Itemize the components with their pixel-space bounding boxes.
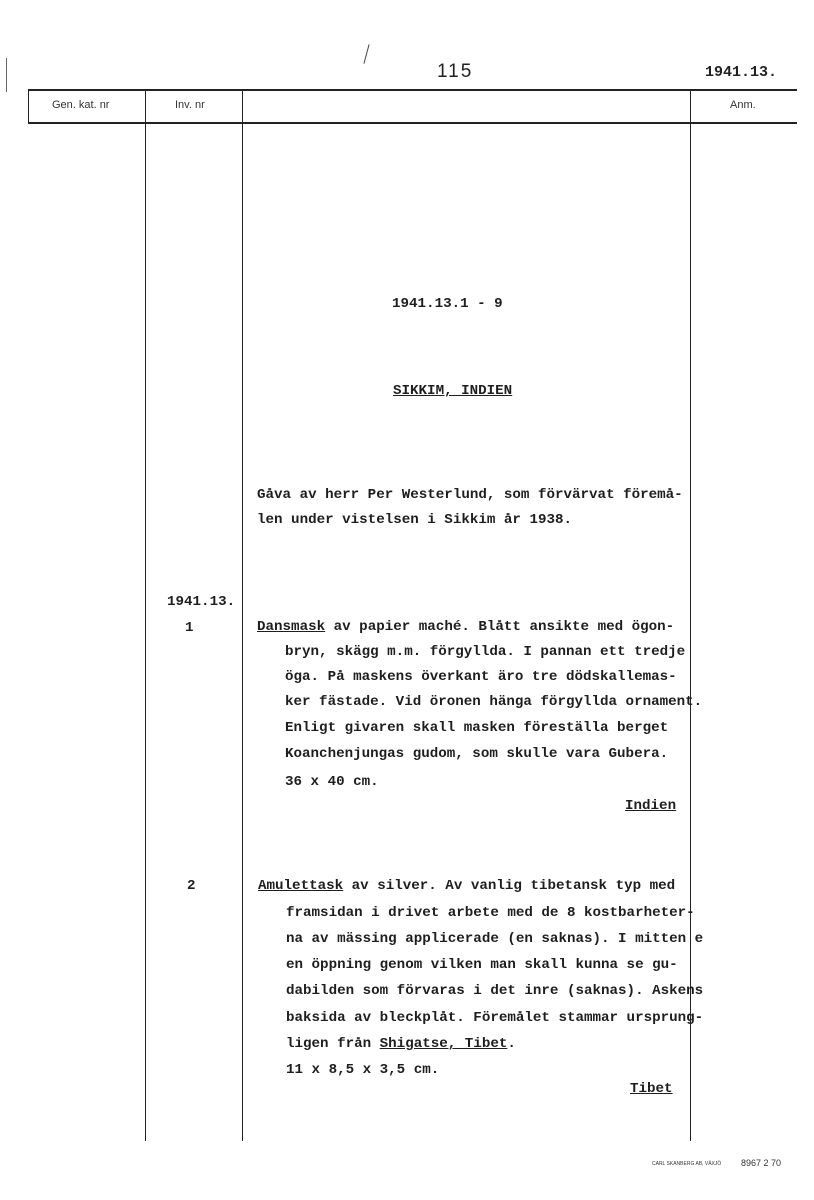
column-header-anm: Anm.: [730, 99, 756, 111]
column-rule-inv: [242, 89, 243, 1141]
item-1-title: Dansmask: [257, 619, 326, 635]
column-rule-gen: [145, 89, 146, 1141]
item-2-region: Tibet: [630, 1081, 673, 1097]
item-1-line: ker fästade. Vid öronen hänga förgyllda ornament.: [285, 694, 703, 710]
item-2-first-line-rest: av silver. Av vanlig tibetansk typ med: [343, 878, 676, 894]
item-1-line: öga. På maskens överkant äro tre dödskallemas-: [285, 669, 677, 685]
location-heading: SIKKIM, INDIEN: [393, 383, 513, 399]
item-2-origin-place: Shigatse, Tibet: [379, 1036, 508, 1052]
item-2-origin-line: [286, 1036, 516, 1052]
item-2-line: na av mässing applicerade (en saknas). I mitten e: [286, 931, 704, 947]
item-1-region: Indien: [625, 798, 677, 814]
item-1-line: Enligt givaren skall masken föreställa berget: [285, 720, 669, 736]
column-rule-left: [28, 89, 29, 124]
inventory-range: 1941.13.1 - 9: [392, 296, 503, 312]
donation-line-2: len under vistelsen i Sikkim år 1938.: [257, 512, 573, 528]
column-header-inv-nr: Inv. nr: [175, 99, 205, 111]
inventory-number-2: 2: [187, 878, 196, 894]
header-top-rule: [28, 89, 797, 91]
item-1-line: Koanchenjungas gudom, som skulle vara Gubera.: [285, 746, 669, 762]
series-number: 1941.13.: [705, 64, 778, 81]
column-header-gen-kat-nr: Gen. kat. nr: [52, 99, 110, 111]
item-2-origin-suffix: .: [507, 1036, 516, 1052]
item-2-line: framsidan i drivet arbete med de 8 kostbarheter-: [286, 905, 695, 921]
printer-imprint: CARL SKANBERG AB, VÄXJÖ: [652, 1161, 722, 1167]
inventory-number-1: 1: [185, 620, 194, 636]
header-bottom-rule: [28, 122, 797, 124]
item-2-title: Amulettask: [258, 878, 344, 894]
item-2-line: baksida av bleckplåt. Föremålet stammar ursprung-: [286, 1010, 704, 1026]
item-2-origin-prefix: ligen från: [286, 1036, 380, 1052]
page-number: 115: [437, 61, 474, 82]
item-2-dimensions: 11 x 8,5 x 3,5 cm.: [286, 1062, 440, 1078]
item-1-line: bryn, skägg m.m. förgyllda. I pannan ett tredje: [285, 644, 686, 660]
item-2-line: dabilden som förvaras i det inre (saknas). Askens: [286, 983, 704, 999]
item-1-dimensions: 36 x 40 cm.: [285, 774, 379, 790]
pencil-mark: [363, 44, 369, 64]
item-2-first-line: [258, 878, 675, 894]
inventory-prefix: 1941.13.: [167, 594, 236, 610]
donation-line-1: Gåva av herr Per Westerlund, som förvärvat föremå-: [257, 487, 683, 503]
item-1-first-line: [257, 619, 674, 635]
form-code: 8967 2 70: [741, 1158, 782, 1168]
item-2-line: en öppning genom vilken man skall kunna se gu-: [286, 957, 678, 973]
left-edge-mark: [6, 58, 7, 92]
item-1-first-line-rest: av papier maché. Blått ansikte med ögon-: [325, 619, 675, 635]
